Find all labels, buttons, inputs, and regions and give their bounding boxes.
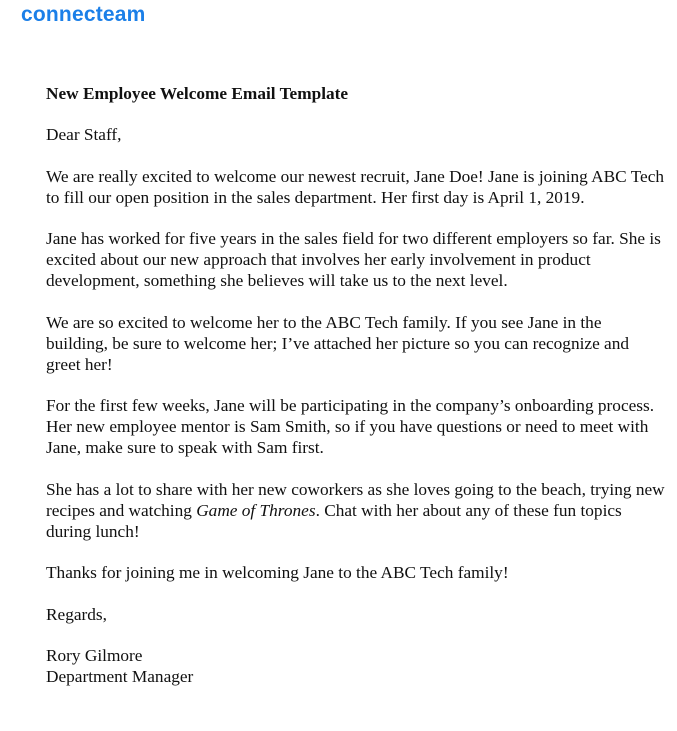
text-line: We are really excited to welcome our newest recruit, Jane Doe! Jane is joining ABC Tech — [46, 166, 665, 186]
show-title: Game of Thrones — [196, 500, 316, 520]
text-line: building, be sure to welcome her; I’ve attached her picture so you can recognize and — [46, 333, 630, 353]
text-line: during lunch! — [46, 521, 140, 541]
document-title: New Employee Welcome Email Template — [46, 84, 349, 103]
text-line: excited about our new approach that involves her early involvement in product — [46, 250, 591, 269]
signature — [46, 645, 676, 687]
signature-name: Rory Gilmore — [46, 646, 143, 665]
thanks-line: Thanks for joining me in welcoming Jane to the ABC Tech family! — [46, 563, 509, 582]
text-segment: . Chat with her about any of these fun topics — [315, 500, 622, 520]
text-line: to fill our open position in the sales department. Her first day is April 1, 2019. — [46, 187, 585, 207]
paragraph-onboarding — [46, 395, 676, 458]
greeting: Dear Staff, — [46, 125, 122, 144]
connecteam-logo: connecteam — [21, 3, 146, 26]
text-line: Her new employee mentor is Sam Smith, so if you have questions or need to meet with — [46, 417, 649, 436]
text-line: development, something she believes will take us to the next level. — [46, 271, 508, 290]
text-line: Jane, make sure to speak with Sam first. — [46, 438, 324, 457]
text-line: Jane has worked for five years in the sales field for two different employers so far. She is — [46, 229, 661, 248]
signature-role: Department Manager — [46, 667, 194, 686]
text-line — [46, 500, 676, 521]
email-template — [46, 83, 676, 708]
paragraph-welcome — [46, 312, 676, 375]
closing: Regards, — [46, 604, 107, 624]
paragraph-intro — [46, 166, 676, 208]
text-line: For the first few weeks, Jane will be participating in the company’s onboarding process. — [46, 396, 655, 415]
paragraph-hobbies — [46, 479, 676, 542]
text-segment: recipes and watching — [46, 500, 197, 520]
text-line: She has a lot to share with her new coworkers as she loves going to the beach, trying new — [46, 479, 665, 499]
paragraph-experience — [46, 228, 676, 291]
text-line: greet her! — [46, 354, 113, 374]
text-line: We are so excited to welcome her to the ABC Tech family. If you see Jane in the — [46, 312, 602, 332]
